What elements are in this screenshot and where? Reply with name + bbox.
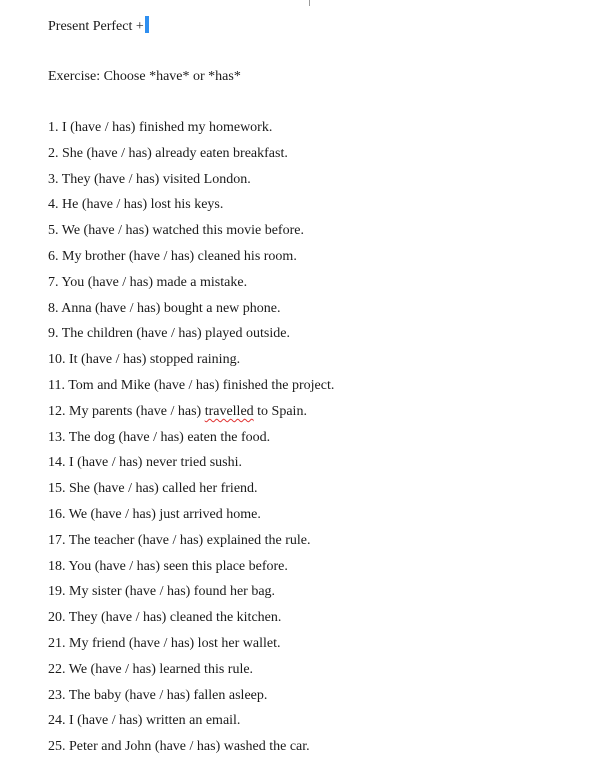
exercise-item[interactable]: 18. You (have / has) seen this place before. bbox=[48, 558, 288, 574]
text-cursor bbox=[145, 16, 149, 33]
exercise-item[interactable]: 3. They (have / has) visited London. bbox=[48, 171, 251, 187]
exercise-item[interactable]: 14. I (have / has) never tried sushi. bbox=[48, 455, 242, 471]
ruler-mark bbox=[309, 0, 310, 6]
exercise-item[interactable]: 21. My friend (have / has) lost her wallet. bbox=[48, 635, 281, 651]
exercise-item[interactable]: 20. They (have / has) cleaned the kitchen. bbox=[48, 610, 282, 626]
exercise-item[interactable]: 1. I (have / has) finished my homework. bbox=[48, 120, 273, 135]
exercise-item[interactable]: 6. My brother (have / has) cleaned his room. bbox=[48, 248, 297, 264]
exercise-item[interactable]: 8. Anna (have / has) bought a new phone. bbox=[48, 300, 281, 316]
exercise-item[interactable]: 17. The teacher (have / has) explained the rule. bbox=[48, 532, 311, 548]
exercise-item[interactable]: 13. The dog (have / has) eaten the food. bbox=[48, 429, 271, 445]
exercise-item[interactable]: 5. We (have / has) watched this movie before. bbox=[48, 223, 304, 239]
exercise-item[interactable]: 19. My sister (have / has) found her bag. bbox=[48, 584, 276, 600]
exercise-item[interactable]: 22. We (have / has) learned this rule. bbox=[48, 661, 254, 677]
exercise-item[interactable]: 10. It (have / has) stopped raining. bbox=[48, 352, 241, 368]
misspelled-word[interactable]: travelled bbox=[204, 403, 254, 419]
document-title: Present Perfect + bbox=[48, 19, 144, 34]
exercise-item[interactable]: 25. Peter and John (have / has) washed the car. bbox=[48, 739, 310, 755]
exercise-item[interactable]: 2. She (have / has) already eaten breakfast. bbox=[48, 145, 288, 161]
item-text-after: to Spain. bbox=[253, 403, 307, 419]
document-title-line[interactable] bbox=[48, 16, 149, 36]
exercise-item[interactable]: 4. He (have / has) lost his keys. bbox=[48, 197, 224, 213]
exercise-item[interactable] bbox=[48, 403, 334, 429]
exercise-instruction[interactable]: Exercise: Choose *have* or *has* bbox=[48, 69, 241, 84]
exercise-item[interactable]: 7. You (have / has) made a mistake. bbox=[48, 274, 248, 290]
exercise-item[interactable]: 15. She (have / has) called her friend. bbox=[48, 481, 258, 497]
exercise-item[interactable]: 16. We (have / has) just arrived home. bbox=[48, 506, 261, 522]
item-text-before: 12. My parents (have / has) bbox=[48, 403, 205, 419]
exercise-item[interactable]: 11. Tom and Mike (have / has) finished the project. bbox=[48, 377, 335, 393]
exercise-item[interactable]: 23. The baby (have / has) fallen asleep. bbox=[48, 687, 268, 703]
exercise-list bbox=[48, 119, 334, 764]
exercise-item[interactable]: 9. The children (have / has) played outside. bbox=[48, 326, 290, 342]
exercise-item[interactable]: 24. I (have / has) written an email. bbox=[48, 713, 241, 729]
